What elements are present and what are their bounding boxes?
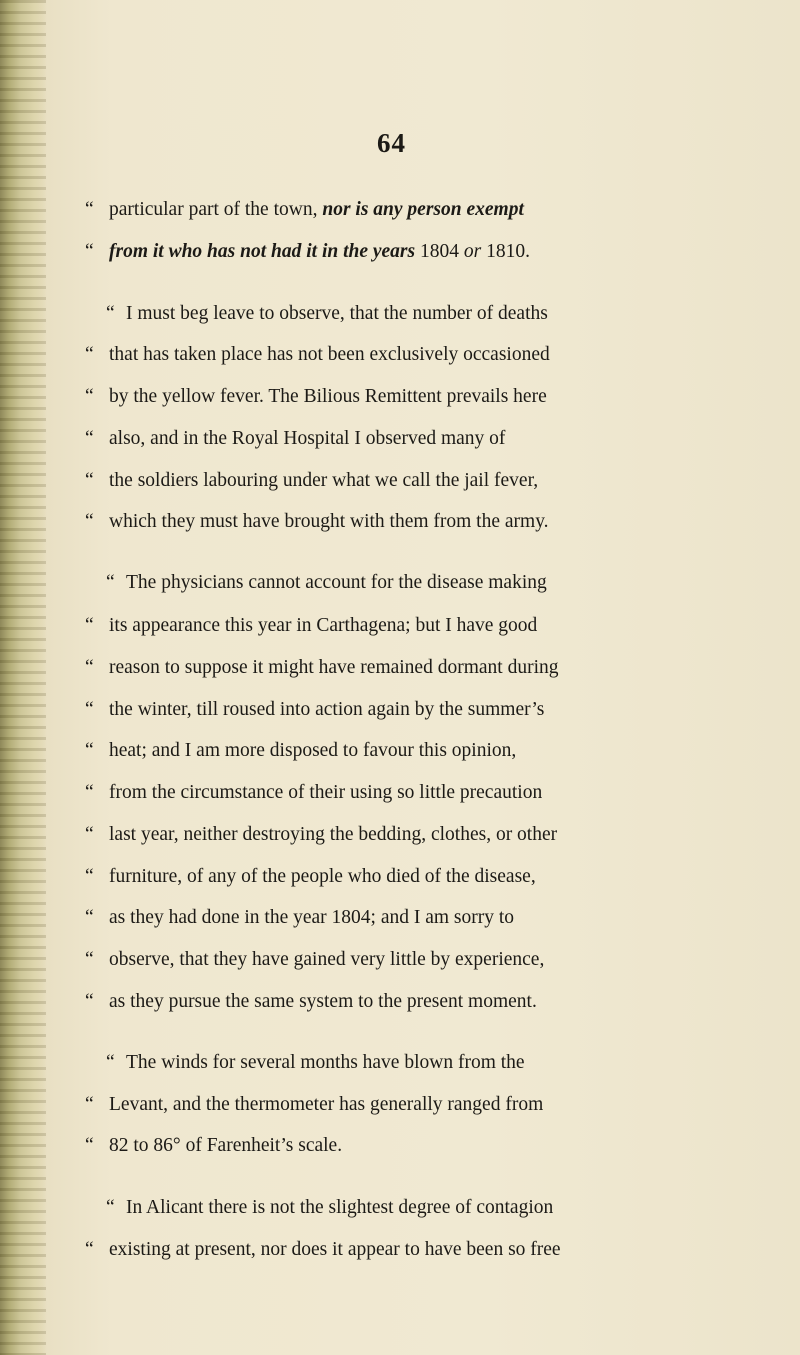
quote-mark: “ [85,1094,94,1115]
quote-mark: “ [85,699,94,720]
text-line [85,698,544,722]
text-run: by the yellow fever. The Bilious Remittent prevails here [109,386,547,407]
text-line [85,906,514,930]
text-run: observe, that they have gained very little by experience, [109,949,545,970]
text-run: heat; and I am more disposed to favour this opinion, [109,740,517,761]
text-run: as they had done in the year 1804; and I am sorry to [109,907,515,928]
quote-mark: “ [85,824,94,845]
text-line [106,1196,553,1220]
page-number: 64 [377,128,406,158]
text-run: last year, neither destroying the bedding, clothes, or other [109,824,558,845]
quote-mark: “ [85,615,94,636]
text-line [85,343,550,367]
text-run: furniture, of any of the people who died of the disease, [109,866,536,887]
quote-mark: “ [85,740,94,761]
text-run: that has taken place has not been exclusively occasioned [109,344,550,365]
quote-mark: “ [85,1239,94,1260]
text-line [85,614,537,638]
text-line [85,469,538,493]
text-run: In Alicant there is not the slightest degree of contagion [126,1197,554,1218]
text-line [106,1051,525,1075]
quote-mark: “ [85,1135,94,1156]
text-run: also, and in the Royal Hospital I observed many of [109,428,506,449]
text-line [85,385,547,409]
text-run: which they must have brought with them from the army. [109,511,549,532]
text-run: from it who has not had it in the years [109,241,420,262]
text-run: the winter, till roused into action again by the summer’s [109,699,545,720]
text-line [85,1238,561,1262]
quote-mark: “ [85,949,94,970]
quote-mark: “ [85,782,94,803]
text-line [85,1093,543,1117]
text-line [85,198,524,222]
text-run: The winds for several months have blown from the [126,1052,525,1073]
quote-mark: “ [85,199,94,220]
text-run: existing at present, nor does it appear to have been so free [109,1239,561,1260]
quote-mark: “ [106,303,115,324]
text-run: 1804 [419,241,464,262]
text-run: Levant, and the thermometer has generally ranged from [109,1094,544,1115]
text-line [85,240,530,264]
text-run: reason to suppose it might have remained dormant during [109,657,559,678]
text-run: The physicians cannot account for the disease making [126,572,547,593]
text-line [85,781,542,805]
text-line [85,823,557,847]
text-run: from the circumstance of their using so little precaution [109,782,543,803]
quote-mark: “ [85,511,94,532]
text-run: I must beg leave to observe, that the number of deaths [126,303,548,324]
text-line [106,302,548,326]
text-line [85,1134,342,1158]
quote-mark: “ [85,344,94,365]
text-run: 82 to 86° of Farenheit’s scale. [109,1135,343,1156]
quote-mark: “ [85,470,94,491]
text-run: as they pursue the same system to the present moment. [109,991,537,1012]
text-line [85,510,549,534]
text-line [85,990,537,1014]
text-run: nor is any person exempt [322,199,524,220]
quote-mark: “ [85,386,94,407]
quote-mark: “ [85,241,94,262]
quote-mark: “ [85,428,94,449]
text-run: the soldiers labouring under what we call the jail fever, [109,470,539,491]
quote-mark: “ [85,866,94,887]
quote-mark: “ [85,657,94,678]
text-run: particular part of the town, [109,199,323,220]
text-line [85,739,516,763]
quote-mark: “ [106,1197,115,1218]
quote-mark: “ [85,991,94,1012]
text-line [85,865,536,889]
quote-mark: “ [85,907,94,928]
text-line [85,656,558,680]
quote-mark: “ [106,1052,115,1073]
text-run: or [463,241,487,262]
text-run: its appearance this year in Carthagena; but I have good [109,615,538,636]
text-line [85,427,505,451]
quote-mark: “ [106,572,115,593]
text-line [106,571,547,595]
text-run: 1810. [486,241,530,262]
binding-edge [0,0,46,1355]
text-line [85,948,544,972]
